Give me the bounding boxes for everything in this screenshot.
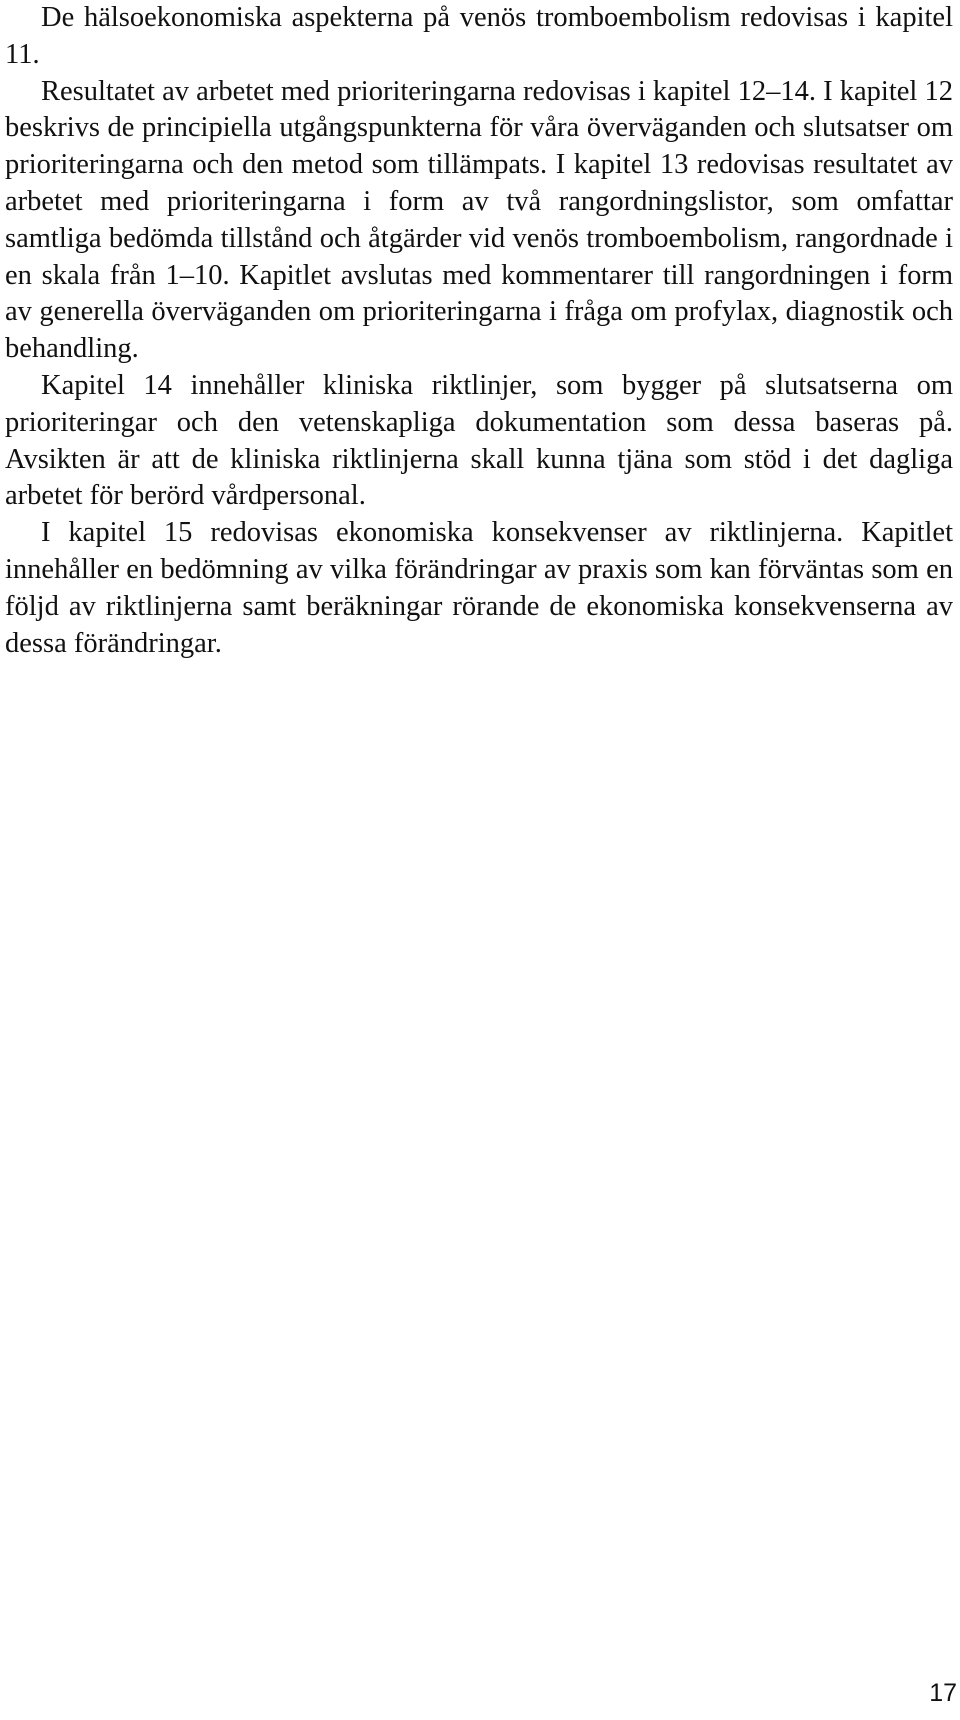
page-number: 17	[929, 1679, 957, 1707]
paragraph-health-economics: De hälsoekonomiska aspekterna på venös tromboembolism redovisas i kapitel 11.	[5, 2, 953, 70]
paragraph-clinical-guidelines: Kapitel 14 innehåller kliniska riktlinjer, som bygger på slutsatserna om prioriteringar och den vetenskapliga dokumentation som dessa baseras på. Avsikten är att de kliniska riktlinjerna skall kunna tjäna som stöd i det dagliga arbetet för berörd vårdpersonal.	[5, 369, 953, 512]
body-text	[5, 0, 953, 662]
paragraph-prioritization-results: Resultatet av arbetet med prioriteringarna redovisas i kapitel 12–14. I kapitel 12 beskrivs de principiella utgångspunkterna för våra överväganden och slutsatser om prioriteringarna och den metod som tillämpats. I kapitel 13 redovisas resultatet av arbetet med prioriteringarna i form av två rangordningslistor, som omfattar samtliga bedömda tillstånd och åtgärder vid venös tromboembolism, rangordnade i en skala från 1–10. Kapitlet avslutas med kommentarer till rangordningen i form av generella överväganden om prioriteringarna i fråga om profylax, diagnostik och behandling.	[5, 75, 953, 365]
paragraph-economic-consequences: I kapitel 15 redovisas ekonomiska konsekvenser av riktlinjerna. Kapitlet innehåller en bedömning av vilka förändringar av praxis som kan förväntas som en följd av riktlinjerna samt beräkningar rörande de ekonomiska konsekvenserna av dessa förändringar.	[5, 517, 953, 659]
